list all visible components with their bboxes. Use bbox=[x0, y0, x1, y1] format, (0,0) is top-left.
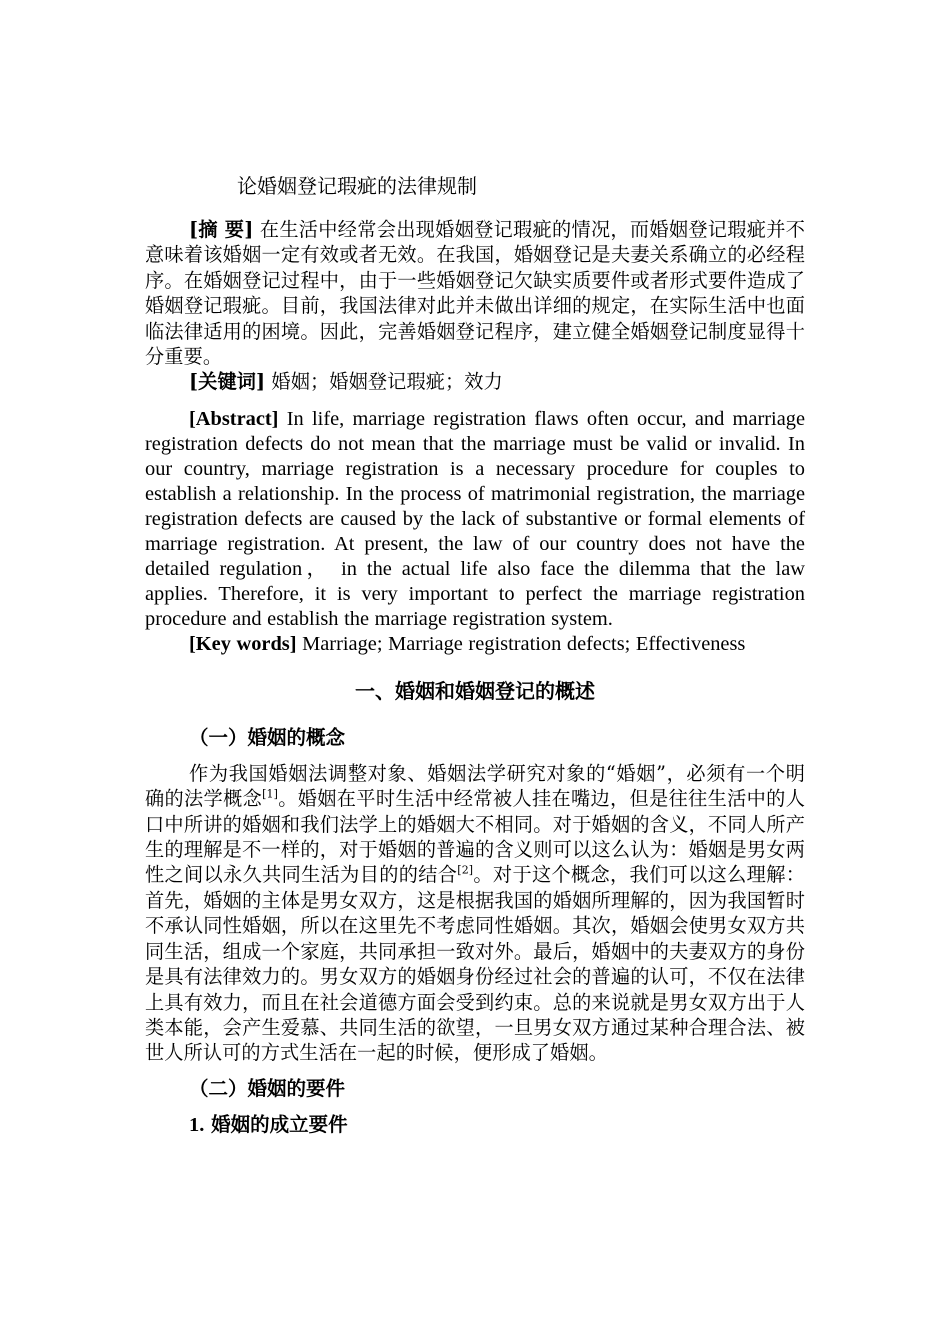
heading-text: 婚姻的成立要件 bbox=[204, 1112, 348, 1136]
keywords-text-cn: 婚姻；婚姻登记瑕疵；效力 bbox=[265, 370, 503, 394]
abstract-label-cn: [摘 要] bbox=[189, 218, 254, 241]
keywords-label-cn: [关键词] bbox=[189, 370, 266, 394]
english-keywords bbox=[145, 632, 805, 657]
keywords-text-en: Marriage; Marriage registration defects; Effectiveness bbox=[296, 632, 746, 655]
body-paragraph bbox=[145, 761, 805, 1066]
body-text-part-1: 作为我国婚姻法调整对象、婚姻法学研究对象的“婚姻”，必须有一个明确的法学概念 bbox=[145, 761, 805, 811]
body-text-part-3: 。对于这个概念，我们可以这么理解：首先，婚姻的主体是男女双方，这是根据我国的婚姻所理解的，因为我国暂时不承认同性婚姻，所以在这里先不考虑同性婚姻。其次，婚姻会使男女双方共同生活，组成一个家庭，共同承担一致对外。最后，婚姻中的夫妻双方的身份是具有法律效力的。男女双方的婚姻身份经过社会的普遍的认可，不仅在法律上具有效力，而且在社会道德方面会受到约束。总的来说就是男女双方出于人类本能，会产生爱慕、共同生活的欲望，一旦男女双方通过某种合理合法、被世人所认可的方式生活在一起的时候，便形成了婚姻。 bbox=[145, 863, 805, 1065]
body-text-part-2: 。婚姻在平时生活中经常被人挂在嘴边，但是往往生活中的人口中所讲的婚姻和我们法学上的婚姻大不相同。对于婚姻的含义，不同人所产生的理解是不一样的，对于婚姻的普遍的含义则可以这么认为：婚姻是男女两性之间以永久共同生活为目的的结合 bbox=[145, 787, 805, 887]
section-heading-1: 一、婚姻和婚姻登记的概述 bbox=[355, 678, 595, 703]
subsection-heading-1: （一）婚姻的概念 bbox=[189, 725, 346, 749]
citation-ref-1: [1] bbox=[262, 787, 278, 801]
keywords-label-en: [Key words] bbox=[189, 632, 297, 655]
page-content bbox=[145, 172, 805, 1138]
abstract-label-en: [Abstract] bbox=[189, 407, 279, 430]
abstract-text-en: In life, marriage registration flaws often occur, and marriage registration defects do not mean that the marriage must be valid or invalid. In our country, marriage registration is a necessary procedure for couples to establish a relationship. In the process of matrimonial registration, the marriage registration defects are caused by the lack of substantive or formal elements of marriage registration. At present, the law of our country does not have the detailed regulation， in the actual life also face the dilemma that the law applies. Therefore, it is very important to perfect the marriage registration procedure and establish the marriage registration system. bbox=[145, 407, 805, 630]
english-abstract bbox=[145, 407, 805, 632]
abstract-text-cn: 在生活中经常会出现婚姻登记瑕疵的情况，而婚姻登记瑕疵并不意味着该婚姻一定有效或者无效。在我国，婚姻登记是夫妻关系确立的必经程序。在婚姻登记过程中，由于一些婚姻登记欠缺实质要件或者形式要件造成了婚姻登记瑕疵。目前，我国法律对此并未做出详细的规定，在实际生活中也面临法律适用的困境。因此，完善婚姻登记程序，建立健全婚姻登记制度显得十分重要。 bbox=[145, 218, 805, 369]
subsection-heading-2: （二）婚姻的要件 bbox=[189, 1076, 346, 1100]
chinese-keywords bbox=[145, 369, 805, 394]
citation-ref-2: [2] bbox=[457, 864, 474, 878]
paper-title: 论婚姻登记瑕疵的法律规制 bbox=[237, 174, 477, 198]
subsection-heading-2-1 bbox=[145, 1112, 805, 1138]
chinese-abstract bbox=[145, 217, 805, 369]
heading-number: 1. bbox=[189, 1113, 205, 1136]
